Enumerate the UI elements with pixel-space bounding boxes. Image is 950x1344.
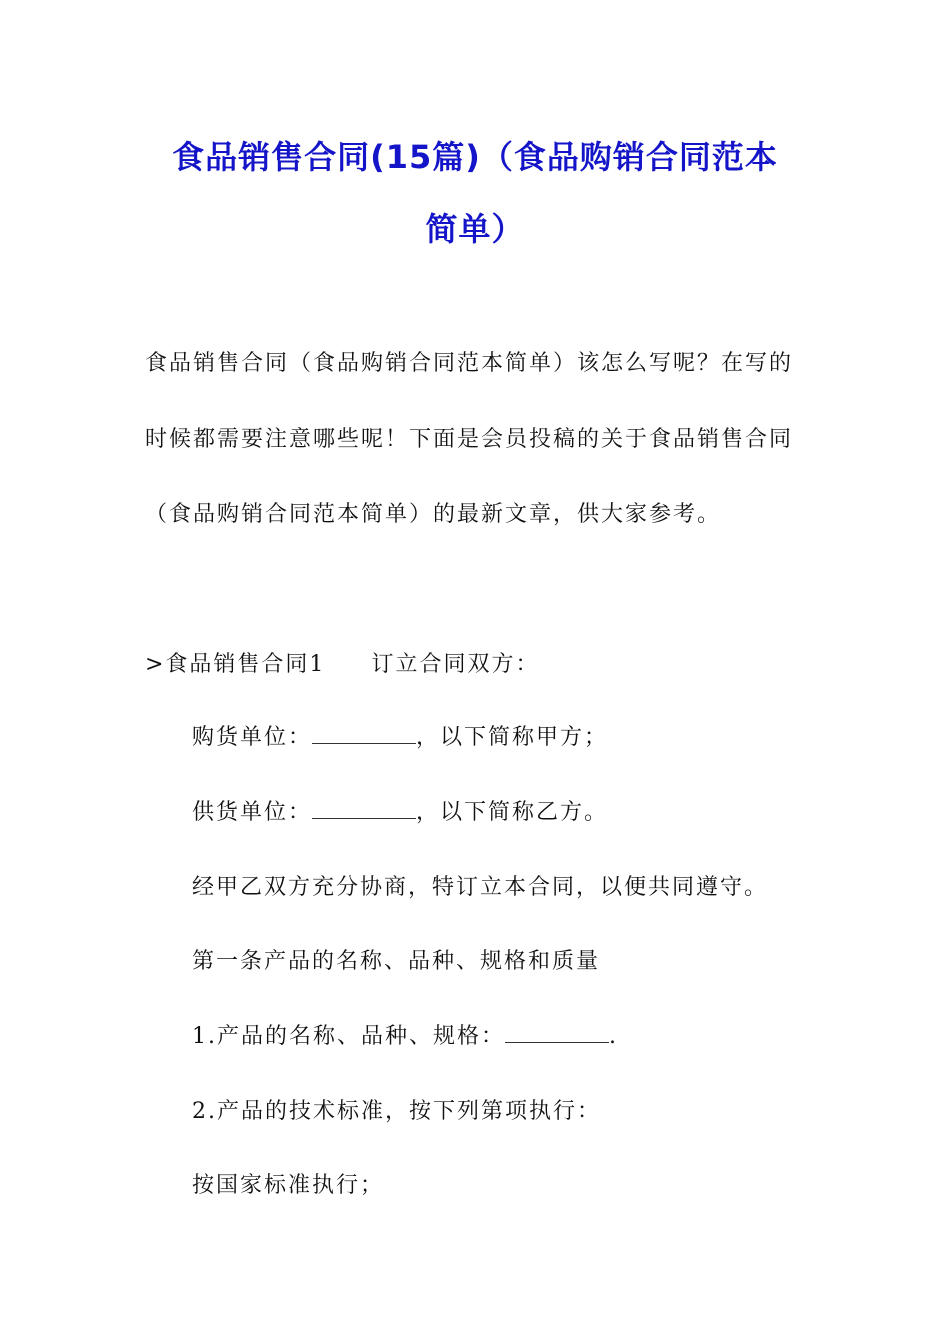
intro-line-3: （食品购销合同范本简单）的最新文章，供大家参考。 [145,502,722,527]
item1-blank [505,1024,609,1043]
buyer-line [192,720,608,751]
document-title-line2: 简单） [425,210,525,248]
supplier-suffix: ，以下简称乙方。 [416,800,609,825]
buyer-label: 购货单位： [192,725,313,750]
supplier-line [192,795,608,826]
buyer-blank [312,725,416,744]
section-heading-tail: 订立合同双方： [371,652,540,677]
item2-line: 2.产品的技术标准，按下列第项执行： [192,1099,601,1124]
item3-line: 按国家标准执行； [192,1173,385,1198]
item1-line [192,1019,618,1050]
intro-line-1: 食品销售合同（食品购销合同范本简单）该怎么写呢？在写的 [145,351,794,376]
item1-label: 1.产品的名称、品种、规格： [192,1024,505,1049]
document-title-line1: 食品销售合同(15篇)（食品购销合同范本 [172,138,778,176]
buyer-suffix: ，以下简称甲方； [416,725,609,750]
section-heading [145,647,539,678]
supplier-blank [312,800,416,819]
intro-line-2: 时候都需要注意哪些呢！下面是会员投稿的关于食品销售合同 [145,427,794,452]
item1-suffix: . [609,1024,618,1049]
agreement-line: 经甲乙双方充分协商，特订立本合同，以便共同遵守。 [192,875,769,900]
supplier-label: 供货单位： [192,800,313,825]
article1-heading: 第一条产品的名称、品种、规格和质量 [192,949,601,974]
section-heading-label: >食品销售合同1 [145,652,326,677]
